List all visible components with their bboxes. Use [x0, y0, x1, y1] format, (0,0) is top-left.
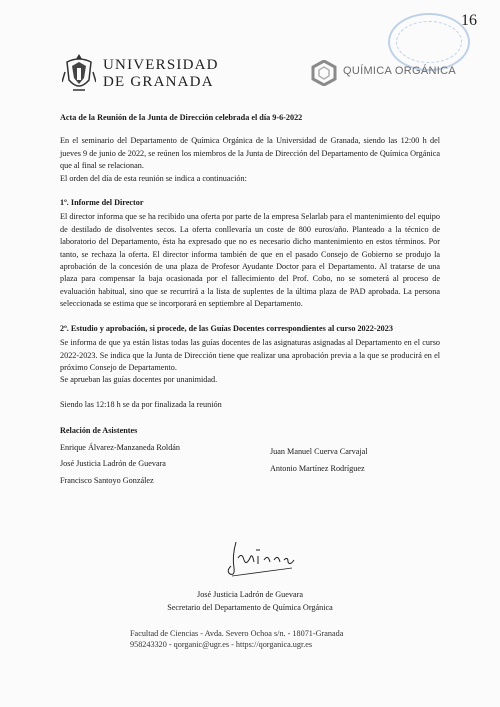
handwritten-signature-icon — [222, 538, 302, 578]
section2-approval: Se aprueban las guías docentes por unanimidad. — [60, 375, 218, 385]
attendee-4: Juan Manuel Cuerva Carvajal — [270, 446, 368, 456]
university-name-line1: UNIVERSIDAD — [103, 57, 219, 73]
attendee-1: Enrique Álvarez-Manzaneda Roldán — [60, 442, 181, 452]
university-crest-icon — [62, 52, 96, 96]
section2-body: Se informa de que ya están listas todas las guías docentes de las asignaturas asignadas al Departamento en el curso 2022-2023. Se indica que la Junta de Dirección tiene que realizar una aprobación previa a la que se producirá en el próximo Consejo de Departamento. — [60, 338, 440, 372]
footer-address: Facultad de Ciencias - Avda. Severo Ochoa s/n. - 18071-Granada — [130, 629, 344, 638]
university-name-line2: DE GRANADA — [103, 74, 214, 90]
attendee-list — [60, 442, 440, 494]
section1-body: El director informa que se ha recibido una oferta por parte de la empresa Selarlab para el mantenimiento del equipo de destilado de disolventes secos. La oferta conllevaría un coste de 800 euros/año. Planteado a la técnico de laboratorio del Departamento, ésta ha expresado que no es necesario dicho mantenimiento en estos términos. Por tanto, se rechaza la oferta. El director informa también de que en el pasado Consejo de Gobierno se produjo la aprobación de la concesión de una plaza de Profesor Ayudante Doctor para el Departamento. Al tratarse de una plaza para compensar la baja ocasionada por el fallecimiento del Prof. Cobo, no se someterá al proceso de evaluación habitual, sino que se recurrirá a la lista de suplentes de la última plaza de PAD aprobada. La persona seleccionada se estima que se incorporará en septiembre al Departamento. — [60, 212, 440, 309]
attendee-5: Antonio Martínez Rodríguez — [270, 463, 365, 473]
closing-line: Siendo las 12:18 h se da por finalizada la reunión — [60, 399, 222, 409]
hexagon-logo-icon — [311, 60, 337, 86]
signer-name: José Justicia Ladrón de Guevara — [197, 590, 303, 599]
footer-contact: 958243320 - qorganic@ugr.es - https://qorganica.ugr.es — [130, 640, 313, 649]
page-number: 16 — [461, 12, 477, 29]
document-title: Acta de la Reunión de la Junta de Dirección celebrada el día 9-6-2022 — [60, 113, 303, 122]
registry-stamp — [388, 13, 470, 71]
section1-title: 1º. Informe del Director — [60, 198, 144, 208]
footer — [130, 628, 343, 650]
department-name: QUÍMICA ORGÁNICA — [343, 65, 456, 77]
attendee-2: José Justicia Ladrón de Guevara — [60, 458, 166, 468]
agenda-line: El orden del día de esta reunión se indica a continuación: — [60, 173, 247, 183]
attendee-3: Francisco Santoyo González — [60, 475, 154, 485]
attendees-title: Relación de Asistentes — [60, 426, 138, 436]
minutes-body — [60, 112, 440, 494]
section2-title: 2º. Estudio y aprobación, si procede, de las Guías Docentes correspondientes al curso 2022-2023 — [60, 323, 393, 333]
intro-paragraph: En el seminario del Departamento de Química Orgánica de la Universidad de Granada, siendo las 12:00 h del jueves 9 de junio de 2022, se reúnen los miembros de la Junta de Dirección del Departamento de Química Orgánica que al final se relacionan. — [60, 136, 440, 171]
signer-role: Secretario del Departamento de Química Orgánica — [167, 603, 333, 612]
